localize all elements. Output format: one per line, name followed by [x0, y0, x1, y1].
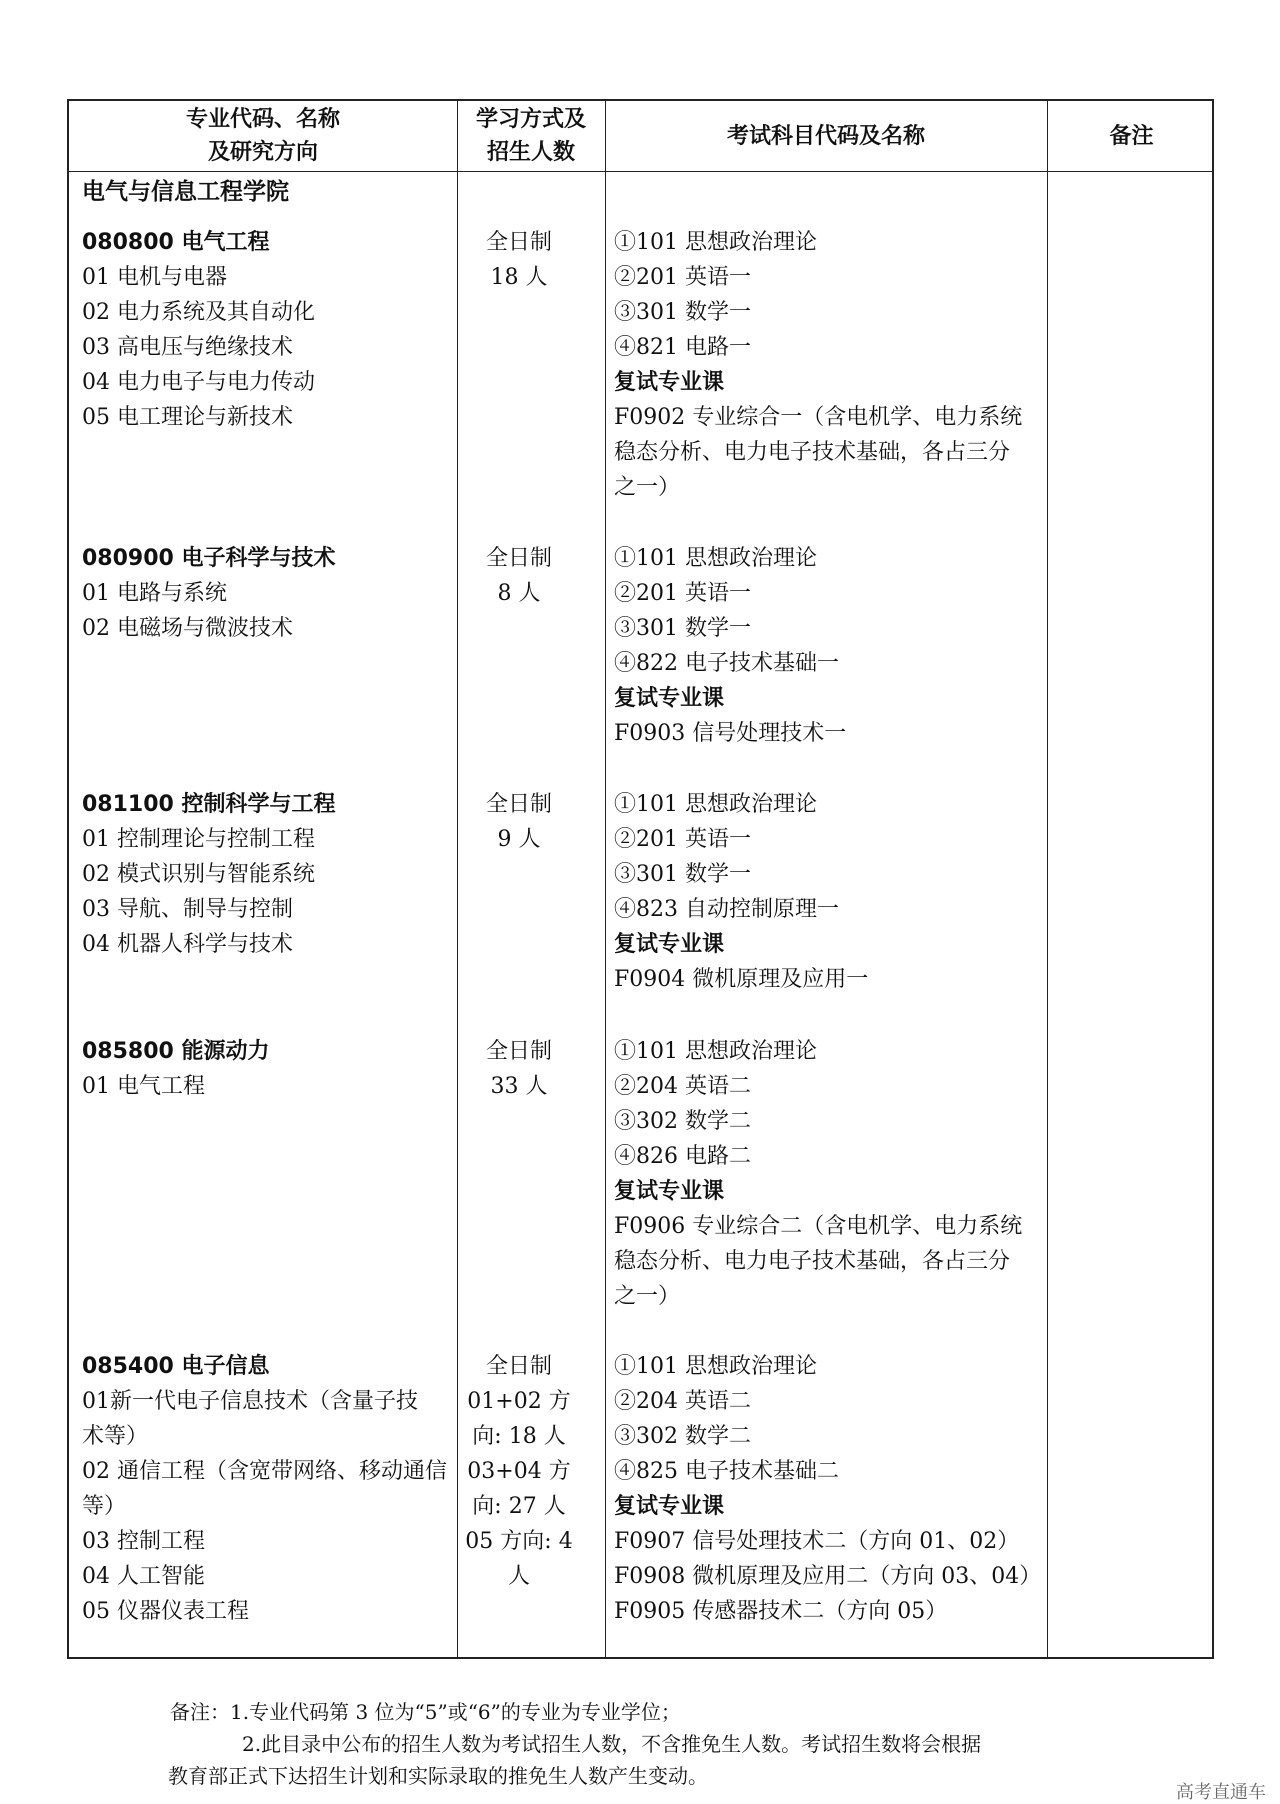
enrollment-count: 8 人	[497, 581, 541, 606]
major-title: 085400 电子信息	[82, 1354, 270, 1379]
direction-item: 01新一代电子信息技术（含量子技	[82, 1389, 418, 1414]
watermark: 高考直通车	[1176, 1782, 1266, 1803]
footnote-line-1: 备注：1.专业代码第 3 位为“5”或“6”的专业为专业学位；	[170, 1700, 681, 1724]
admissions-table	[67, 99, 1214, 1659]
direction-item: 04 人工智能	[82, 1564, 205, 1589]
footnote-line-2: 2.此目录中公布的招生人数为考试招生人数，不含推免生人数。考试招生数将会根据	[242, 1732, 982, 1756]
header-exam-label: 考试科目代码及名称	[726, 123, 925, 149]
exam-subject: ④821 电路一	[614, 335, 751, 360]
exam-subject: ③301 数学一	[614, 616, 751, 641]
college-name: 电气与信息工程学院	[82, 179, 289, 205]
exam-subject: ④826 电路二	[614, 1144, 751, 1169]
study-block-4	[459, 1349, 579, 1594]
enrollment-count: 向: 18 人	[472, 1424, 566, 1449]
exam-subject: ④822 电子技术基础一	[614, 651, 839, 676]
study-mode: 全日制	[485, 792, 552, 817]
direction-item: 02 电力系统及其自动化	[82, 300, 315, 325]
direction-item: 04 机器人科学与技术	[82, 932, 293, 957]
retest-subject: F0902 专业综合一（含电机学、电力系统	[614, 405, 1023, 430]
retest-subject: F0905 传感器技术二（方向 05）	[614, 1599, 948, 1624]
header-major-line2: 及研究方向	[207, 140, 318, 165]
retest-subject: 之一）	[614, 475, 681, 500]
exam-subject: ②204 英语二	[614, 1389, 751, 1414]
exam-subject: ①101 思想政治理论	[614, 792, 817, 817]
header-major	[69, 101, 457, 171]
retest-subject: F0904 微机原理及应用一	[614, 967, 869, 992]
retest-label: 复试专业课	[614, 686, 725, 711]
study-mode: 全日制	[485, 1039, 552, 1064]
direction-item: 04 电力电子与电力传动	[82, 370, 315, 395]
enrollment-count: 18 人	[490, 265, 548, 290]
direction-item: 02 电磁场与微波技术	[82, 616, 293, 641]
retest-subject: F0907 信号处理技术二（方向 01、02）	[614, 1529, 1020, 1554]
retest-subject: 稳态分析、电力电子技术基础，各占三分	[614, 1249, 1011, 1274]
major-block-3	[82, 1034, 452, 1104]
enrollment-count: 33 人	[490, 1074, 548, 1099]
major-title: 080800 电气工程	[82, 230, 270, 255]
retest-subject: 之一）	[614, 1284, 681, 1309]
retest-label: 复试专业课	[614, 1494, 725, 1519]
exam-block-4	[614, 1349, 1094, 1629]
header-remark	[1047, 101, 1216, 171]
enrollment-count: 05 方向: 4	[465, 1529, 573, 1554]
retest-label: 复试专业课	[614, 932, 725, 957]
exam-subject: ③301 数学一	[614, 862, 751, 887]
major-block-2	[82, 787, 452, 962]
exam-subject: ③302 数学二	[614, 1109, 751, 1134]
exam-subject: ③301 数学一	[614, 300, 751, 325]
direction-item: 01 电机与电器	[82, 265, 227, 290]
retest-label: 复试专业课	[614, 1179, 725, 1204]
footnotes	[170, 1696, 1120, 1792]
study-mode: 全日制	[485, 1354, 552, 1379]
direction-item: 03 控制工程	[82, 1529, 205, 1554]
footnote-line-3: 教育部正式下达招生计划和实际录取的推免生人数产生变动。	[168, 1764, 708, 1788]
retest-subject: F0906 专业综合二（含电机学、电力系统	[614, 1214, 1023, 1239]
exam-subject: ①101 思想政治理论	[614, 1354, 817, 1379]
enrollment-count: 9 人	[497, 827, 541, 852]
exam-subject: ③302 数学二	[614, 1424, 751, 1449]
direction-item: 等）	[82, 1494, 127, 1519]
header-major-line1: 专业代码、名称	[185, 107, 340, 132]
enrollment-count: 向: 27 人	[472, 1494, 566, 1519]
study-block-0	[459, 225, 579, 295]
major-title: 085800 能源动力	[82, 1039, 270, 1064]
direction-item: 02 模式识别与智能系统	[82, 862, 315, 887]
major-title: 080900 电子科学与技术	[82, 546, 336, 571]
exam-subject: ②201 英语一	[614, 581, 751, 606]
column-divider	[605, 101, 606, 1657]
direction-item: 01 电路与系统	[82, 581, 227, 606]
header-study	[457, 101, 605, 171]
study-mode: 全日制	[485, 546, 552, 571]
exam-block-1	[614, 541, 1094, 751]
exam-subject: ①101 思想政治理论	[614, 546, 817, 571]
exam-subject: ②201 英语一	[614, 827, 751, 852]
major-block-4	[82, 1349, 452, 1629]
retest-subject: 稳态分析、电力电子技术基础，各占三分	[614, 440, 1011, 465]
exam-subject: ②201 英语一	[614, 265, 751, 290]
study-block-3	[459, 1034, 579, 1104]
direction-item: 术等）	[82, 1424, 149, 1449]
exam-subject: ②204 英语二	[614, 1074, 751, 1099]
study-block-2	[459, 787, 579, 857]
direction-item: 01 控制理论与控制工程	[82, 827, 315, 852]
enrollment-count: 人	[507, 1564, 530, 1589]
exam-subject: ④825 电子技术基础二	[614, 1459, 839, 1484]
direction-item: 02 通信工程（含宽带网络、移动通信	[82, 1459, 447, 1484]
retest-label: 复试专业课	[614, 370, 725, 395]
exam-subject: ①101 思想政治理论	[614, 1039, 817, 1064]
direction-item: 05 电工理论与新技术	[82, 405, 293, 430]
column-divider	[457, 101, 458, 1657]
retest-subject: F0908 微机原理及应用二（方向 03、04）	[614, 1564, 1042, 1589]
study-block-1	[459, 541, 579, 611]
exam-subject: ④823 自动控制原理一	[614, 897, 839, 922]
header-study-line1: 学习方式及	[475, 107, 586, 132]
exam-subject: ①101 思想政治理论	[614, 230, 817, 255]
exam-block-2	[614, 787, 1094, 997]
major-title: 081100 控制科学与工程	[82, 792, 336, 817]
header-divider	[69, 171, 1212, 172]
retest-subject: F0903 信号处理技术一	[614, 721, 847, 746]
header-study-line2: 招生人数	[486, 140, 575, 165]
study-mode: 全日制	[485, 230, 552, 255]
enrollment-count: 01+02 方	[467, 1389, 571, 1414]
header-remark-label: 备注	[1109, 123, 1154, 149]
major-block-1	[82, 541, 452, 646]
major-block-0	[82, 225, 452, 435]
direction-item: 01 电气工程	[82, 1074, 205, 1099]
exam-block-3	[614, 1034, 1094, 1314]
direction-item: 05 仪器仪表工程	[82, 1599, 249, 1624]
direction-item: 03 导航、制导与控制	[82, 897, 293, 922]
direction-item: 03 高电压与绝缘技术	[82, 335, 293, 360]
exam-block-0	[614, 225, 1094, 505]
enrollment-count: 03+04 方	[467, 1459, 571, 1484]
header-exam	[605, 101, 1047, 171]
